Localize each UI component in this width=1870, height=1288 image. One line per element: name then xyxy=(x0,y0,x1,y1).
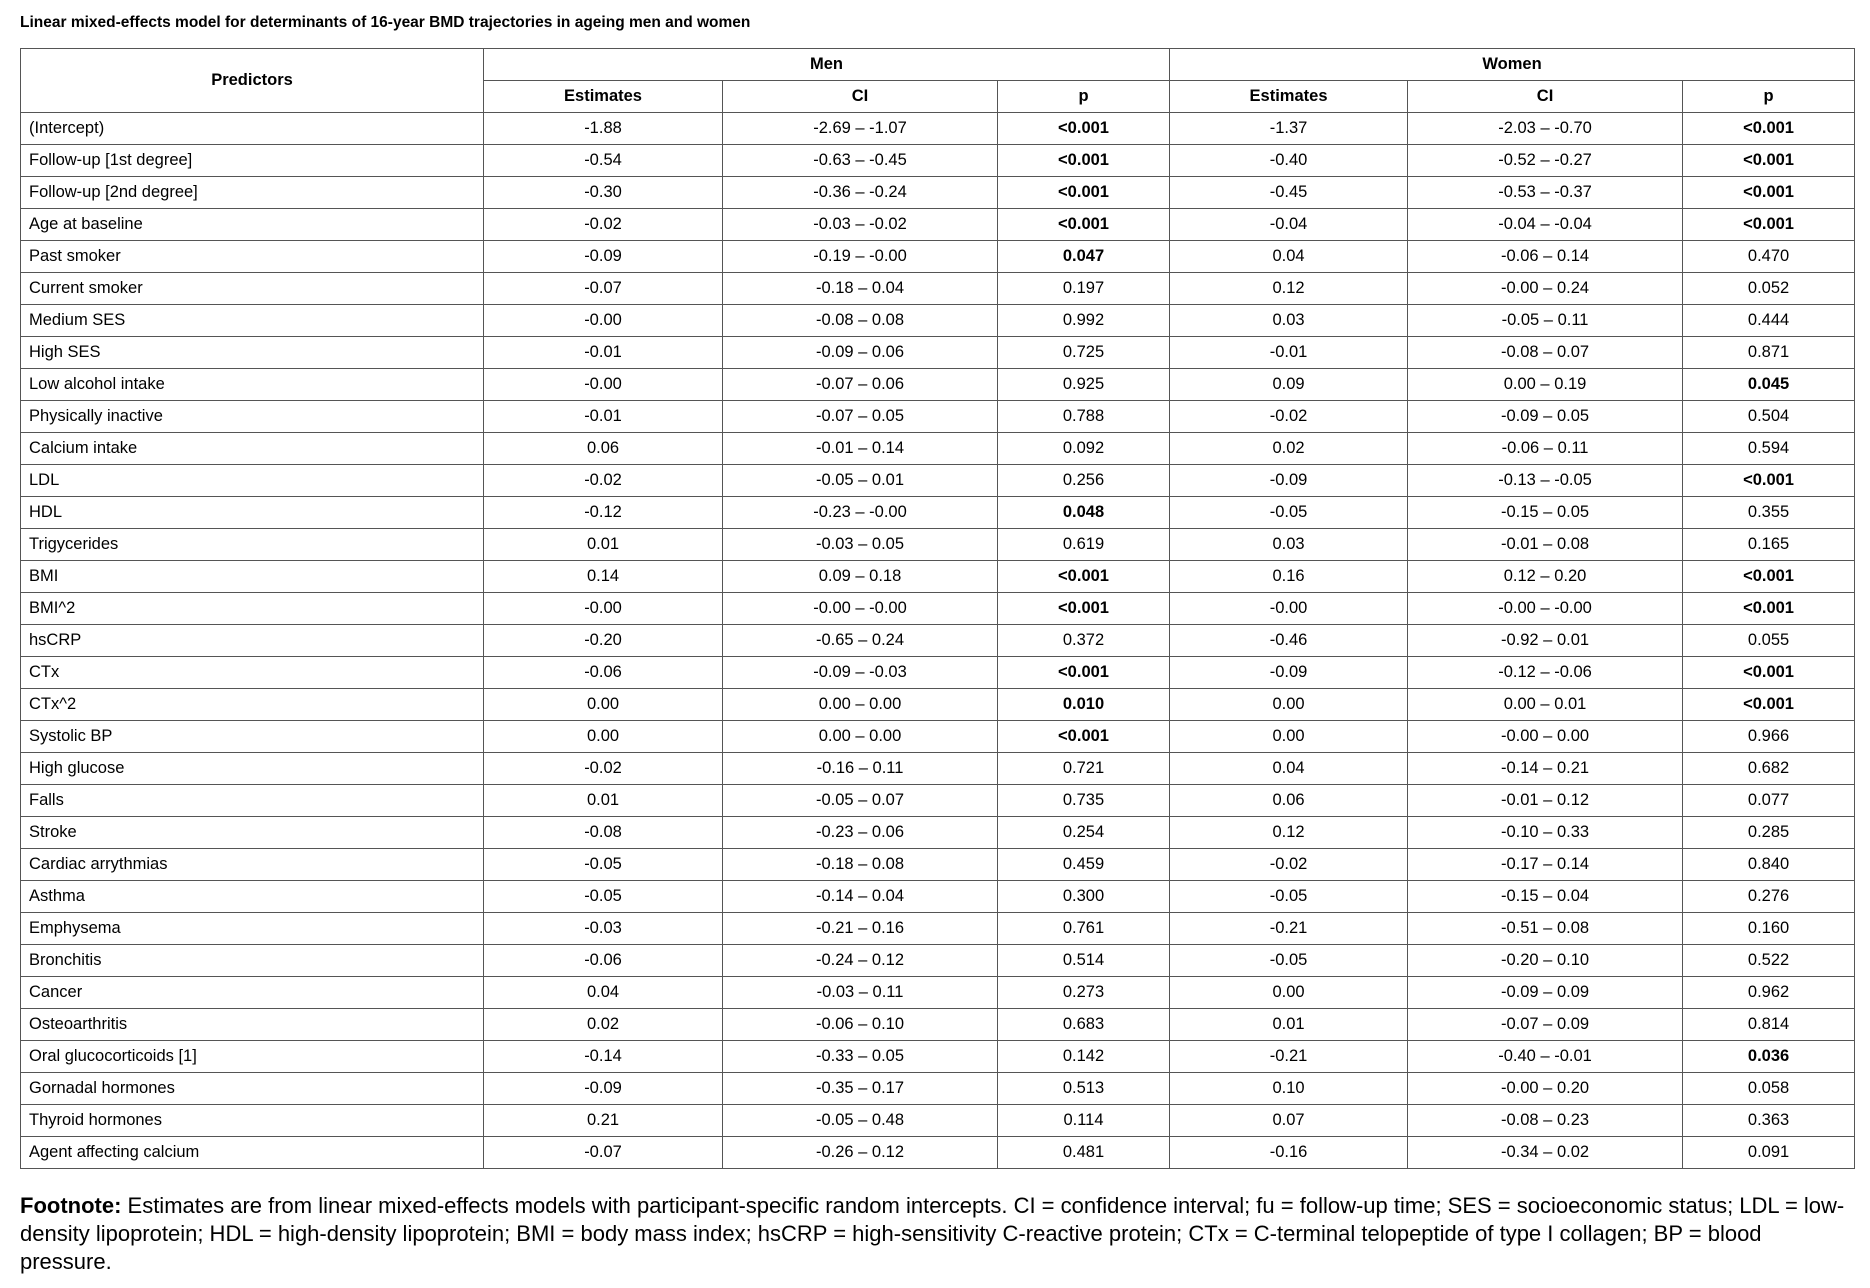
table-row xyxy=(21,593,1855,625)
women-p-cell: <0.001 xyxy=(1683,561,1855,593)
women-p-cell: 0.055 xyxy=(1683,625,1855,657)
women-ci-cell: -0.15 – 0.04 xyxy=(1408,881,1683,913)
women-ci-cell: -0.00 – 0.24 xyxy=(1408,273,1683,305)
predictor-cell: Falls xyxy=(21,785,484,817)
men-estimate-cell: -0.03 xyxy=(484,913,723,945)
table-row xyxy=(21,625,1855,657)
women-estimate-cell: -0.05 xyxy=(1170,945,1408,977)
men-p-cell: 0.092 xyxy=(998,433,1170,465)
women-estimate-cell: 0.00 xyxy=(1170,977,1408,1009)
women-ci-cell: -0.34 – 0.02 xyxy=(1408,1137,1683,1169)
women-ci-cell: -0.17 – 0.14 xyxy=(1408,849,1683,881)
men-estimate-cell: -0.09 xyxy=(484,241,723,273)
predictor-cell: Past smoker xyxy=(21,241,484,273)
women-estimate-cell: 0.04 xyxy=(1170,753,1408,785)
predictor-cell: Emphysema xyxy=(21,913,484,945)
men-p-cell: 0.300 xyxy=(998,881,1170,913)
men-estimate-cell: -0.07 xyxy=(484,273,723,305)
women-estimate-cell: 0.03 xyxy=(1170,529,1408,561)
women-p-cell: 0.504 xyxy=(1683,401,1855,433)
men-p-cell: 0.256 xyxy=(998,465,1170,497)
men-p-cell: 0.619 xyxy=(998,529,1170,561)
women-p-cell: 0.036 xyxy=(1683,1041,1855,1073)
men-estimate-cell: -0.08 xyxy=(484,817,723,849)
women-ci-cell: -0.52 – -0.27 xyxy=(1408,145,1683,177)
men-estimate-cell: -0.00 xyxy=(484,369,723,401)
predictor-cell: CTx xyxy=(21,657,484,689)
men-ci-cell: -0.23 – -0.00 xyxy=(723,497,998,529)
table-row xyxy=(21,1009,1855,1041)
men-p-cell: 0.048 xyxy=(998,497,1170,529)
men-ci-cell: -0.09 – -0.03 xyxy=(723,657,998,689)
women-estimate-cell: 0.00 xyxy=(1170,721,1408,753)
predictor-cell: Follow-up [1st degree] xyxy=(21,145,484,177)
women-ci-cell: -0.06 – 0.11 xyxy=(1408,433,1683,465)
predictor-cell: High glucose xyxy=(21,753,484,785)
women-estimate-cell: -0.05 xyxy=(1170,497,1408,529)
women-ci-cell: -0.10 – 0.33 xyxy=(1408,817,1683,849)
women-ci-cell: -2.03 – -0.70 xyxy=(1408,113,1683,145)
women-p-cell: 0.285 xyxy=(1683,817,1855,849)
men-ci-cell: -0.33 – 0.05 xyxy=(723,1041,998,1073)
table-row xyxy=(21,241,1855,273)
table-row xyxy=(21,753,1855,785)
men-p-cell: 0.683 xyxy=(998,1009,1170,1041)
women-p-cell: <0.001 xyxy=(1683,689,1855,721)
predictor-cell: Gornadal hormones xyxy=(21,1073,484,1105)
men-estimate-cell: 0.14 xyxy=(484,561,723,593)
women-p-header: p xyxy=(1683,81,1855,113)
men-ci-cell: -0.01 – 0.14 xyxy=(723,433,998,465)
predictor-cell: BMI xyxy=(21,561,484,593)
women-p-cell: 0.160 xyxy=(1683,913,1855,945)
men-p-cell: 0.992 xyxy=(998,305,1170,337)
predictor-cell: LDL xyxy=(21,465,484,497)
women-p-cell: <0.001 xyxy=(1683,593,1855,625)
table-row xyxy=(21,817,1855,849)
men-p-cell: <0.001 xyxy=(998,145,1170,177)
men-estimate-cell: -0.12 xyxy=(484,497,723,529)
women-estimate-cell: -0.46 xyxy=(1170,625,1408,657)
predictor-cell: BMI^2 xyxy=(21,593,484,625)
predictor-cell: Calcium intake xyxy=(21,433,484,465)
men-p-cell: 0.273 xyxy=(998,977,1170,1009)
men-ci-cell: -0.18 – 0.08 xyxy=(723,849,998,881)
men-estimate-cell: -0.00 xyxy=(484,593,723,625)
men-ci-cell: -0.07 – 0.05 xyxy=(723,401,998,433)
table-row xyxy=(21,273,1855,305)
women-estimate-cell: -0.45 xyxy=(1170,177,1408,209)
predictor-cell: hsCRP xyxy=(21,625,484,657)
women-ci-cell: -0.53 – -0.37 xyxy=(1408,177,1683,209)
men-header: Men xyxy=(484,49,1170,81)
predictor-cell: Cancer xyxy=(21,977,484,1009)
women-estimate-cell: -0.09 xyxy=(1170,657,1408,689)
women-estimate-cell: -0.00 xyxy=(1170,593,1408,625)
predictor-cell: Asthma xyxy=(21,881,484,913)
women-ci-cell: 0.00 – 0.01 xyxy=(1408,689,1683,721)
table-row xyxy=(21,657,1855,689)
women-ci-cell: -0.08 – 0.23 xyxy=(1408,1105,1683,1137)
women-p-cell: 0.058 xyxy=(1683,1073,1855,1105)
table-row xyxy=(21,177,1855,209)
predictor-cell: Cardiac arrythmias xyxy=(21,849,484,881)
men-p-cell: 0.114 xyxy=(998,1105,1170,1137)
men-ci-cell: -0.00 – -0.00 xyxy=(723,593,998,625)
women-p-cell: 0.276 xyxy=(1683,881,1855,913)
table-row xyxy=(21,369,1855,401)
women-estimate-cell: -0.02 xyxy=(1170,401,1408,433)
women-ci-cell: -0.08 – 0.07 xyxy=(1408,337,1683,369)
women-ci-cell: -0.06 – 0.14 xyxy=(1408,241,1683,273)
men-p-cell: 0.761 xyxy=(998,913,1170,945)
predictor-cell: Low alcohol intake xyxy=(21,369,484,401)
men-estimate-cell: -0.02 xyxy=(484,209,723,241)
women-p-cell: 0.871 xyxy=(1683,337,1855,369)
women-estimate-cell: 0.01 xyxy=(1170,1009,1408,1041)
women-p-cell: 0.966 xyxy=(1683,721,1855,753)
women-estimate-cell: -0.40 xyxy=(1170,145,1408,177)
predictor-cell: Physically inactive xyxy=(21,401,484,433)
women-p-cell: <0.001 xyxy=(1683,113,1855,145)
women-estimate-cell: 0.10 xyxy=(1170,1073,1408,1105)
men-ci-cell: -0.05 – 0.07 xyxy=(723,785,998,817)
men-estimate-cell: 0.04 xyxy=(484,977,723,1009)
table-row xyxy=(21,689,1855,721)
men-p-cell: 0.459 xyxy=(998,849,1170,881)
men-ci-cell: -0.05 – 0.01 xyxy=(723,465,998,497)
men-ci-cell: 0.00 – 0.00 xyxy=(723,689,998,721)
women-estimate-cell: 0.12 xyxy=(1170,273,1408,305)
men-estimate-cell: 0.01 xyxy=(484,785,723,817)
men-ci-cell: -2.69 – -1.07 xyxy=(723,113,998,145)
predictor-cell: Oral glucocorticoids [1] xyxy=(21,1041,484,1073)
predictor-cell: Stroke xyxy=(21,817,484,849)
men-p-cell: 0.721 xyxy=(998,753,1170,785)
footnote-text: Estimates are from linear mixed-effects models with participant-specific random intercepts. CI = confidence interval; fu = follow-up time; SES = socioeconomic status; LDL = low-density lipoprotein; HDL = high-density lipoprotein; BMI = body mass index; hsCRP = high-sensitivity C-reactive protein; CTx = C-terminal telopeptide of type I collagen; BP = blood pressure. xyxy=(20,1193,1845,1274)
table-row xyxy=(21,209,1855,241)
men-ci-cell: -0.23 – 0.06 xyxy=(723,817,998,849)
women-estimate-cell: -0.21 xyxy=(1170,1041,1408,1073)
table-row xyxy=(21,1073,1855,1105)
women-p-cell: 0.165 xyxy=(1683,529,1855,561)
men-estimate-cell: -0.05 xyxy=(484,881,723,913)
table-row xyxy=(21,913,1855,945)
women-estimate-cell: -0.21 xyxy=(1170,913,1408,945)
women-estimate-cell: -1.37 xyxy=(1170,113,1408,145)
women-p-cell: 0.077 xyxy=(1683,785,1855,817)
table-row xyxy=(21,881,1855,913)
men-ci-cell: -0.24 – 0.12 xyxy=(723,945,998,977)
table-row xyxy=(21,529,1855,561)
women-estimate-cell: -0.01 xyxy=(1170,337,1408,369)
men-ci-cell: -0.09 – 0.06 xyxy=(723,337,998,369)
predictor-cell: (Intercept) xyxy=(21,113,484,145)
men-ci-cell: 0.09 – 0.18 xyxy=(723,561,998,593)
men-estimate-cell: 0.21 xyxy=(484,1105,723,1137)
men-p-cell: 0.372 xyxy=(998,625,1170,657)
men-estimate-cell: -0.07 xyxy=(484,1137,723,1169)
men-p-cell: <0.001 xyxy=(998,177,1170,209)
men-p-cell: 0.725 xyxy=(998,337,1170,369)
table-row xyxy=(21,977,1855,1009)
women-p-cell: 0.363 xyxy=(1683,1105,1855,1137)
women-p-cell: 0.522 xyxy=(1683,945,1855,977)
men-estimate-cell: -0.00 xyxy=(484,305,723,337)
men-estimate-cell: -0.02 xyxy=(484,465,723,497)
men-p-cell: 0.254 xyxy=(998,817,1170,849)
women-ci-cell: -0.01 – 0.08 xyxy=(1408,529,1683,561)
men-p-cell: 0.735 xyxy=(998,785,1170,817)
men-ci-cell: -0.18 – 0.04 xyxy=(723,273,998,305)
women-ci-cell: 0.00 – 0.19 xyxy=(1408,369,1683,401)
men-estimate-cell: 0.00 xyxy=(484,721,723,753)
women-ci-cell: -0.00 – 0.20 xyxy=(1408,1073,1683,1105)
predictor-cell: Age at baseline xyxy=(21,209,484,241)
predictor-cell: CTx^2 xyxy=(21,689,484,721)
men-estimate-cell: -0.06 xyxy=(484,945,723,977)
women-ci-cell: -0.01 – 0.12 xyxy=(1408,785,1683,817)
women-ci-cell: -0.12 – -0.06 xyxy=(1408,657,1683,689)
table-row xyxy=(21,465,1855,497)
predictor-cell: Agent affecting calcium xyxy=(21,1137,484,1169)
men-estimate-cell: 0.00 xyxy=(484,689,723,721)
women-p-cell: 0.962 xyxy=(1683,977,1855,1009)
men-ci-cell: -0.07 – 0.06 xyxy=(723,369,998,401)
men-ci-cell: -0.14 – 0.04 xyxy=(723,881,998,913)
men-estimate-cell: -0.30 xyxy=(484,177,723,209)
women-estimate-cell: 0.00 xyxy=(1170,689,1408,721)
women-ci-cell: -0.00 – 0.00 xyxy=(1408,721,1683,753)
women-ci-cell: -0.14 – 0.21 xyxy=(1408,753,1683,785)
men-p-cell: 0.481 xyxy=(998,1137,1170,1169)
men-p-cell: 0.047 xyxy=(998,241,1170,273)
women-ci-cell: -0.20 – 0.10 xyxy=(1408,945,1683,977)
predictor-cell: Bronchitis xyxy=(21,945,484,977)
men-ci-header: CI xyxy=(723,81,998,113)
women-ci-cell: -0.92 – 0.01 xyxy=(1408,625,1683,657)
men-estimate-cell: -0.54 xyxy=(484,145,723,177)
women-estimate-cell: -0.04 xyxy=(1170,209,1408,241)
footnote-label: Footnote: xyxy=(20,1193,122,1218)
men-ci-cell: -0.08 – 0.08 xyxy=(723,305,998,337)
men-estimates-header: Estimates xyxy=(484,81,723,113)
women-p-cell: <0.001 xyxy=(1683,209,1855,241)
table-row xyxy=(21,721,1855,753)
women-p-cell: 0.355 xyxy=(1683,497,1855,529)
men-ci-cell: -0.19 – -0.00 xyxy=(723,241,998,273)
table-row xyxy=(21,433,1855,465)
women-estimate-cell: 0.07 xyxy=(1170,1105,1408,1137)
predictor-cell: Trigycerides xyxy=(21,529,484,561)
header-row-groups xyxy=(21,49,1855,81)
women-estimates-header: Estimates xyxy=(1170,81,1408,113)
women-p-cell: 0.052 xyxy=(1683,273,1855,305)
women-estimate-cell: 0.04 xyxy=(1170,241,1408,273)
women-ci-cell: 0.12 – 0.20 xyxy=(1408,561,1683,593)
women-ci-header: CI xyxy=(1408,81,1683,113)
men-p-cell: 0.514 xyxy=(998,945,1170,977)
women-estimate-cell: 0.16 xyxy=(1170,561,1408,593)
women-p-cell: 0.470 xyxy=(1683,241,1855,273)
men-estimate-cell: 0.02 xyxy=(484,1009,723,1041)
men-p-cell: 0.010 xyxy=(998,689,1170,721)
women-p-cell: 0.814 xyxy=(1683,1009,1855,1041)
women-estimate-cell: -0.02 xyxy=(1170,849,1408,881)
women-p-cell: 0.444 xyxy=(1683,305,1855,337)
women-header: Women xyxy=(1170,49,1855,81)
men-ci-cell: -0.03 – -0.02 xyxy=(723,209,998,241)
table-row xyxy=(21,305,1855,337)
women-ci-cell: -0.07 – 0.09 xyxy=(1408,1009,1683,1041)
predictor-cell: Osteoarthritis xyxy=(21,1009,484,1041)
women-estimate-cell: -0.09 xyxy=(1170,465,1408,497)
women-p-cell: <0.001 xyxy=(1683,657,1855,689)
women-ci-cell: -0.00 – -0.00 xyxy=(1408,593,1683,625)
table-row xyxy=(21,1105,1855,1137)
men-ci-cell: -0.03 – 0.05 xyxy=(723,529,998,561)
men-ci-cell: -0.03 – 0.11 xyxy=(723,977,998,1009)
women-ci-cell: -0.51 – 0.08 xyxy=(1408,913,1683,945)
women-p-cell: 0.091 xyxy=(1683,1137,1855,1169)
men-estimate-cell: -0.09 xyxy=(484,1073,723,1105)
men-estimate-cell: -1.88 xyxy=(484,113,723,145)
women-ci-cell: -0.15 – 0.05 xyxy=(1408,497,1683,529)
women-p-cell: 0.045 xyxy=(1683,369,1855,401)
men-p-cell: <0.001 xyxy=(998,209,1170,241)
table-row xyxy=(21,849,1855,881)
predictor-cell: Thyroid hormones xyxy=(21,1105,484,1137)
men-ci-cell: -0.06 – 0.10 xyxy=(723,1009,998,1041)
men-estimate-cell: -0.05 xyxy=(484,849,723,881)
women-estimate-cell: -0.16 xyxy=(1170,1137,1408,1169)
table-title: Linear mixed-effects model for determinants of 16-year BMD trajectories in ageing men and women xyxy=(20,14,751,31)
table-row xyxy=(21,945,1855,977)
table-row xyxy=(21,401,1855,433)
men-ci-cell: -0.26 – 0.12 xyxy=(723,1137,998,1169)
men-p-cell: <0.001 xyxy=(998,113,1170,145)
women-estimate-cell: 0.03 xyxy=(1170,305,1408,337)
table-body xyxy=(21,113,1855,1169)
women-p-cell: 0.594 xyxy=(1683,433,1855,465)
women-ci-cell: -0.09 – 0.05 xyxy=(1408,401,1683,433)
predictor-cell: Medium SES xyxy=(21,305,484,337)
table-row xyxy=(21,337,1855,369)
men-p-cell: <0.001 xyxy=(998,561,1170,593)
table-row xyxy=(21,497,1855,529)
women-ci-cell: -0.05 – 0.11 xyxy=(1408,305,1683,337)
men-estimate-cell: 0.06 xyxy=(484,433,723,465)
men-estimate-cell: 0.01 xyxy=(484,529,723,561)
women-estimate-cell: 0.06 xyxy=(1170,785,1408,817)
women-ci-cell: -0.13 – -0.05 xyxy=(1408,465,1683,497)
women-estimate-cell: -0.05 xyxy=(1170,881,1408,913)
women-p-cell: <0.001 xyxy=(1683,177,1855,209)
women-estimate-cell: 0.12 xyxy=(1170,817,1408,849)
men-ci-cell: -0.16 – 0.11 xyxy=(723,753,998,785)
table-row xyxy=(21,145,1855,177)
men-p-cell: <0.001 xyxy=(998,593,1170,625)
women-estimate-cell: 0.09 xyxy=(1170,369,1408,401)
men-ci-cell: -0.36 – -0.24 xyxy=(723,177,998,209)
predictor-cell: High SES xyxy=(21,337,484,369)
men-p-cell: 0.197 xyxy=(998,273,1170,305)
men-estimate-cell: -0.14 xyxy=(484,1041,723,1073)
men-p-cell: 0.142 xyxy=(998,1041,1170,1073)
men-ci-cell: -0.63 – -0.45 xyxy=(723,145,998,177)
men-p-cell: 0.925 xyxy=(998,369,1170,401)
men-estimate-cell: -0.01 xyxy=(484,401,723,433)
women-p-cell: <0.001 xyxy=(1683,145,1855,177)
predictor-cell: Systolic BP xyxy=(21,721,484,753)
men-estimate-cell: -0.20 xyxy=(484,625,723,657)
men-estimate-cell: -0.02 xyxy=(484,753,723,785)
men-p-cell: 0.513 xyxy=(998,1073,1170,1105)
results-table xyxy=(20,48,1855,1169)
footnote xyxy=(20,1192,1850,1276)
men-ci-cell: 0.00 – 0.00 xyxy=(723,721,998,753)
women-ci-cell: -0.04 – -0.04 xyxy=(1408,209,1683,241)
men-p-cell: <0.001 xyxy=(998,721,1170,753)
table-row xyxy=(21,1137,1855,1169)
men-p-cell: 0.788 xyxy=(998,401,1170,433)
women-p-cell: <0.001 xyxy=(1683,465,1855,497)
predictor-cell: HDL xyxy=(21,497,484,529)
table-row xyxy=(21,785,1855,817)
men-ci-cell: -0.65 – 0.24 xyxy=(723,625,998,657)
men-estimate-cell: -0.06 xyxy=(484,657,723,689)
women-ci-cell: -0.09 – 0.09 xyxy=(1408,977,1683,1009)
women-ci-cell: -0.40 – -0.01 xyxy=(1408,1041,1683,1073)
table-row xyxy=(21,1041,1855,1073)
men-ci-cell: -0.35 – 0.17 xyxy=(723,1073,998,1105)
predictor-cell: Follow-up [2nd degree] xyxy=(21,177,484,209)
men-ci-cell: -0.21 – 0.16 xyxy=(723,913,998,945)
women-p-cell: 0.840 xyxy=(1683,849,1855,881)
table-row xyxy=(21,113,1855,145)
men-estimate-cell: -0.01 xyxy=(484,337,723,369)
men-p-cell: <0.001 xyxy=(998,657,1170,689)
men-ci-cell: -0.05 – 0.48 xyxy=(723,1105,998,1137)
women-estimate-cell: 0.02 xyxy=(1170,433,1408,465)
predictors-header: Predictors xyxy=(21,49,484,113)
predictor-cell: Current smoker xyxy=(21,273,484,305)
women-p-cell: 0.682 xyxy=(1683,753,1855,785)
men-p-header: p xyxy=(998,81,1170,113)
table-row xyxy=(21,561,1855,593)
